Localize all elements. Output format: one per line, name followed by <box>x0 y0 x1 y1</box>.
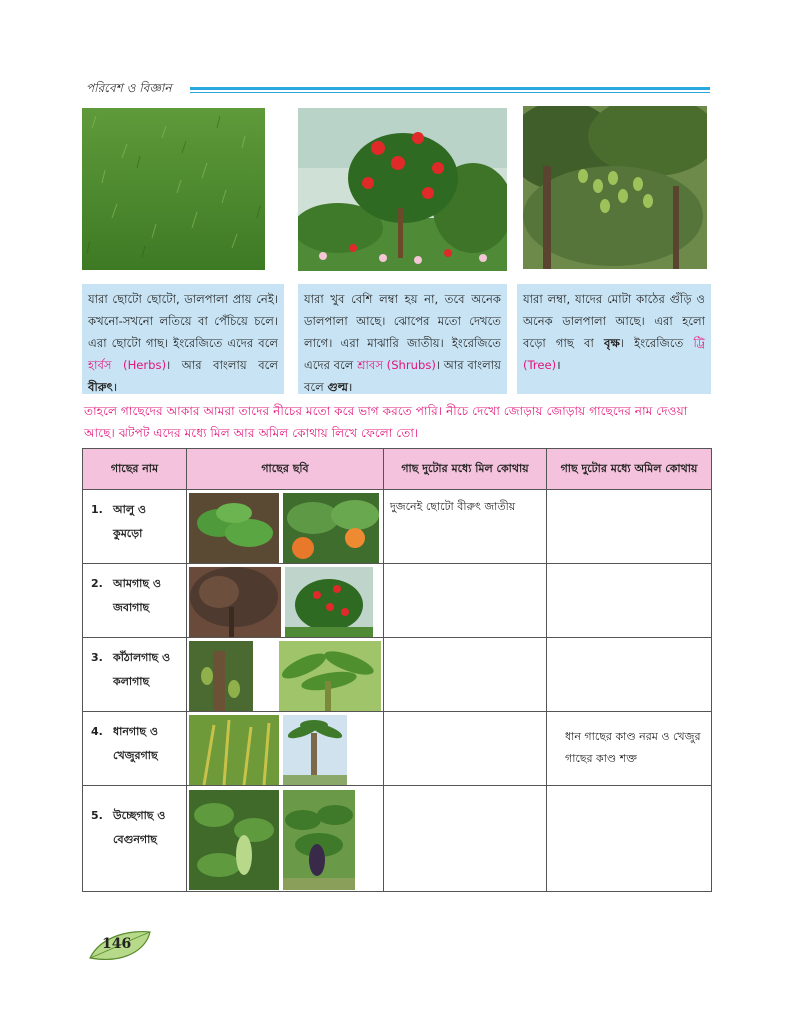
page-number-leaf <box>88 928 154 970</box>
shrubs-term-bengali: গুল্ম <box>327 380 348 394</box>
table-header-row <box>83 449 712 490</box>
plant-pair-pictures <box>187 786 384 892</box>
table-row <box>83 786 712 892</box>
herbs-term-bengali: বীরুৎ <box>88 380 113 394</box>
plant-pair-pictures <box>187 712 384 786</box>
mango-tree-thumb <box>189 567 281 637</box>
header-rule-thin <box>190 92 710 93</box>
similarity-cell <box>384 564 547 638</box>
difference-cell <box>547 490 712 564</box>
brinjal-plant-photo <box>283 790 355 890</box>
plant-pair-name: 4. ধানগাছ ও খেজুরগাছ <box>83 712 187 786</box>
plant-pair-name: 2. আমগাছ ও জবাগাছ <box>83 564 187 638</box>
similarity-cell: দুজনেই ছোটো বীরুৎ জাতীয় <box>384 490 547 564</box>
comparison-table <box>82 448 712 892</box>
table-row <box>83 564 712 638</box>
shrubs-term-english: শ্রাবস (Shrubs) <box>357 358 436 372</box>
plant-pair-name: 5. উচ্ছেগাছ ও বেগুনগাছ <box>83 786 187 892</box>
jackfruit-tree-photo <box>189 641 253 711</box>
herbs-term-english: হার্বস (Herbs) <box>88 358 167 372</box>
plant-pair-name: 3. কাঁঠালগাছ ও কলাগাছ <box>83 638 187 712</box>
mango-tree-photo <box>523 106 707 269</box>
table-row <box>83 638 712 712</box>
difference-cell <box>547 564 712 638</box>
potato-plant-photo <box>189 493 279 563</box>
header-plant-name: গাছের নাম <box>83 449 187 490</box>
tree-term-english: ট্রি (Tree) <box>523 336 705 372</box>
plant-pair-pictures <box>187 490 384 564</box>
header-rule <box>190 87 710 90</box>
page-number: 146 <box>102 936 132 952</box>
difference-cell: ধান গাছের কাণ্ড নরম ও খেজুর গাছের কাণ্ড শক্ত <box>547 712 712 786</box>
herbs-description: যারা ছোটো ছোটো, ডালপালা প্রায় নেই। কখনো-সখনো লতিয়ে বা পেঁচিয়ে চলে। এরা ছোটো গাছ। ইংরেজিতে এদের বলে হার্বস (Herbs)। আর বাংলায় বলে বীরুৎ। <box>82 284 284 394</box>
pumpkin-plant-photo <box>283 493 379 563</box>
grass-photo <box>82 108 265 270</box>
similarity-cell <box>384 638 547 712</box>
tree-description: যারা লম্বা, যাদের মোটা কাঠের গুঁড়ি ও অনেক ডালপালা আছে। এরা হলো বড়ো গাছ বা বৃক্ষ। ইংরেজিতে ট্রি (Tree)। <box>517 284 711 394</box>
tree-term-bengali: বৃক্ষ <box>604 336 620 350</box>
shrubs-description: যারা খুব বেশি লম্বা হয় না, তবে অনেক ডালপালা আছে। ঝোপের মতো দেখতে লাগে। এরা মাঝারি জাতীয়। ইংরেজিতে এদের বলে শ্রাবস (Shrubs)। আর বাংলায় বলে গুল্ম। <box>298 284 507 394</box>
table-row <box>83 490 712 564</box>
plant-pair-pictures <box>187 638 384 712</box>
similarity-cell <box>384 712 547 786</box>
header-similarity: গাছ দুটোর মধ্যে মিল কোথায় <box>384 449 547 490</box>
hibiscus-thumb <box>285 567 373 637</box>
paddy-plant-photo <box>189 715 279 785</box>
header-difference: গাছ দুটোর মধ্যে অমিল কোথায় <box>547 449 712 490</box>
header-plant-picture: গাছের ছবি <box>187 449 384 490</box>
bitter-gourd-plant-photo <box>189 790 279 890</box>
instruction-text: তাহলে গাছেদের আকার আমরা তাদের নীচের মতো করে ভাগ করতে পারি। নীচে দেখো জোড়ায় জোড়ায় গাছেদের নাম দেওয়া আছে। ঝটপট এদের মধ্যে মিল আর অমিল কোথায় লিখে ফেলো তো। <box>84 404 688 440</box>
banana-plant-photo <box>279 641 381 711</box>
book-title: পরিবেশ ও বিজ্ঞান <box>86 81 172 95</box>
difference-cell <box>547 638 712 712</box>
date-palm-photo <box>283 715 347 785</box>
similarity-cell <box>384 786 547 892</box>
difference-cell <box>547 786 712 892</box>
table-row <box>83 712 712 786</box>
hibiscus-shrub-photo <box>298 108 507 271</box>
plant-pair-name: 1. আলু ও কুমড়ো <box>83 490 187 564</box>
plant-pair-pictures <box>187 564 384 638</box>
